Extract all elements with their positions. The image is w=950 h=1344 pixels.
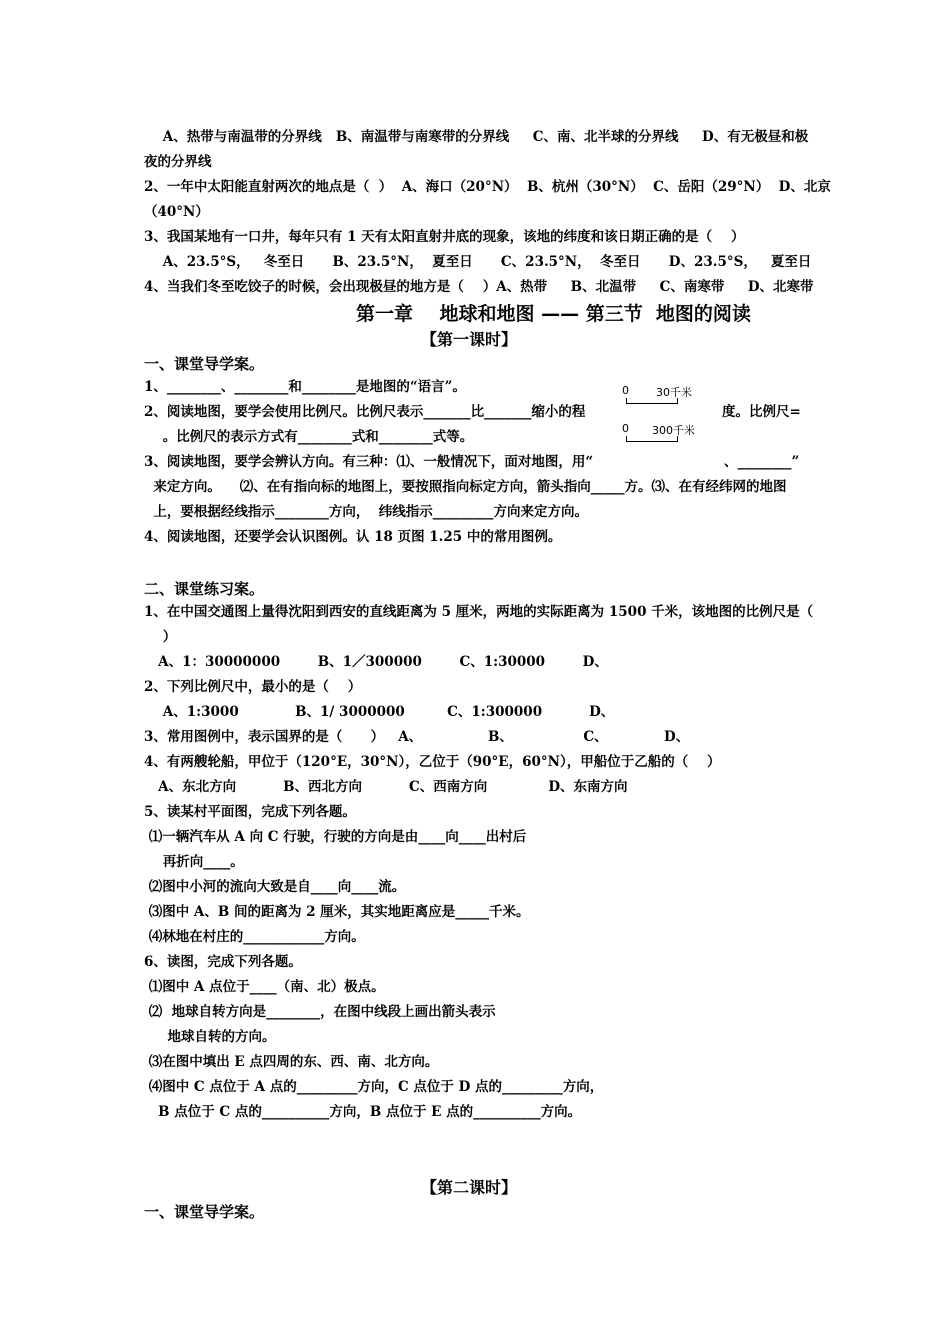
- lesson-heading: 【第一课时】: [421, 330, 518, 349]
- guide-line: 2、阅读地图，要学会使用比例尺。比例尺表示_______比_______缩小的程: [144, 404, 586, 420]
- scale-bar: [622, 384, 712, 408]
- guide-line: 。比例尺的表示方式有________式和________式等。: [144, 429, 474, 445]
- scale-end-label: 300千米: [652, 424, 695, 437]
- chapter-title: 第一章 地球和地图 —— 第三节 地图的阅读: [356, 303, 751, 325]
- practice-line: 4、有两艘轮船，甲位于（120°E，30°N），乙位于（90°E，60°N），甲船位于乙船的（ ）: [144, 754, 721, 770]
- guide-line: 上，要根据经线指示________方向， 纬线指示_________方向来定方向。: [144, 504, 589, 520]
- scale-bar: [622, 422, 712, 446]
- scale-end-label: 30千米: [656, 386, 692, 399]
- guide-line: 4、阅读地图，还要学会认识图例。认 18 页图 1.25 中的常用图例。: [144, 529, 562, 545]
- practice-line: ⑵ 地球自转方向是________，在图中线段上画出箭头表示: [144, 1004, 496, 1020]
- practice-line: A、东北方向 B、西北方向 C、西南方向 D、东南方向: [144, 779, 628, 795]
- practice-line: A、1：30000000 B、1／300000 C、1:30000 D、: [144, 654, 608, 670]
- question-line: 夜的分界线: [144, 154, 212, 170]
- practice-line: 3、常用图例中，表示国界的是（ ） A、 B、 C、 D、: [144, 729, 690, 745]
- section-heading: 一、课堂导学案。: [144, 1203, 265, 1221]
- scale-line: [626, 398, 678, 404]
- guide-line: 、________”: [724, 454, 800, 470]
- practice-line: ⑶图中 A、B 间的距离为 2 厘米，其实地距离应是_____千米。: [144, 904, 530, 920]
- practice-line: 5、读某村平面图，完成下列各题。: [144, 804, 356, 820]
- scale-line: [626, 436, 678, 442]
- guide-line: 1、________、________和________是地图的“语言”。: [144, 379, 466, 395]
- practice-line: 6、读图，完成下列各题。: [144, 954, 302, 970]
- practice-line: 地球自转的方向。: [144, 1029, 276, 1045]
- guide-line: 3、阅读地图，要学会辨认方向。有三种：⑴、一般情况下，面对地图，用“: [144, 454, 594, 470]
- question-line: A、热带与南温带的分界线 B、南温带与南寒带的分界线 C、南、北半球的分界线 D、有无极昼和极: [144, 129, 809, 145]
- guide-line: 来定方向。 ⑵、在有指向标的地图上，要按照指向标定方向，箭头指向_____方。⑶、在有经纬网的地图: [144, 479, 787, 495]
- practice-line: ⑵图中小河的流向大致是自____向____流。: [144, 879, 406, 895]
- practice-line: 1、在中国交通图上量得沈阳到西安的直线距离为 5 厘米，两地的实际距离为 1500 千米，该地图的比例尺是（: [144, 604, 814, 620]
- question-line: 2、一年中太阳能直射两次的地点是（ ） A、海口（20°N） B、杭州（30°N） C、岳阳（29°N） D、北京: [144, 179, 831, 195]
- question-line: A、23.5°S， 冬至日 B、23.5°N， 夏至日 C、23.5°N， 冬至日 D、23.5°S， 夏至日: [144, 254, 812, 270]
- practice-line: A、1:3000 B、1/ 3000000 C、1:300000 D、: [144, 704, 615, 720]
- guide-line: 度。比例尺=: [722, 404, 801, 420]
- question-line: （40°N）: [144, 204, 209, 220]
- practice-line: ⑴一辆汽车从 A 向 C 行驶，行驶的方向是由____向____出村后: [144, 829, 527, 845]
- practice-line: ⑷图中 C 点位于 A 点的_________方向，C 点位于 D 点的_________方向，: [144, 1079, 604, 1095]
- section-heading: 二、课堂练习案。: [144, 580, 265, 598]
- practice-line: ⑶在图中填出 E 点四周的东、西、南、北方向。: [144, 1054, 439, 1070]
- scale-start-label: 0: [622, 384, 629, 397]
- scale-start-label: 0: [622, 422, 629, 435]
- practice-line: 2、下列比例尺中，最小的是（ ）: [144, 679, 362, 695]
- question-line: 4、当我们冬至吃饺子的时候，会出现极昼的地方是（ ）A、热带 B、北温带 C、南寒带 D、北寒带: [144, 279, 814, 295]
- practice-line: B 点位于 C 点的__________方向，B 点位于 E 点的__________方向。: [144, 1104, 582, 1120]
- practice-line: 再折向____。: [144, 854, 244, 870]
- lesson-heading: 【第二课时】: [421, 1178, 518, 1197]
- practice-line: ⑷林地在村庄的____________方向。: [144, 929, 365, 945]
- section-heading: 一、课堂导学案。: [144, 355, 265, 373]
- practice-line: ⑴图中 A 点位于____（南、北）极点。: [144, 979, 385, 995]
- question-line: 3、我国某地有一口井，每年只有 1 天有太阳直射井底的现象，该地的纬度和该日期正确的是（ ）: [144, 229, 745, 245]
- practice-line: ）: [144, 629, 177, 645]
